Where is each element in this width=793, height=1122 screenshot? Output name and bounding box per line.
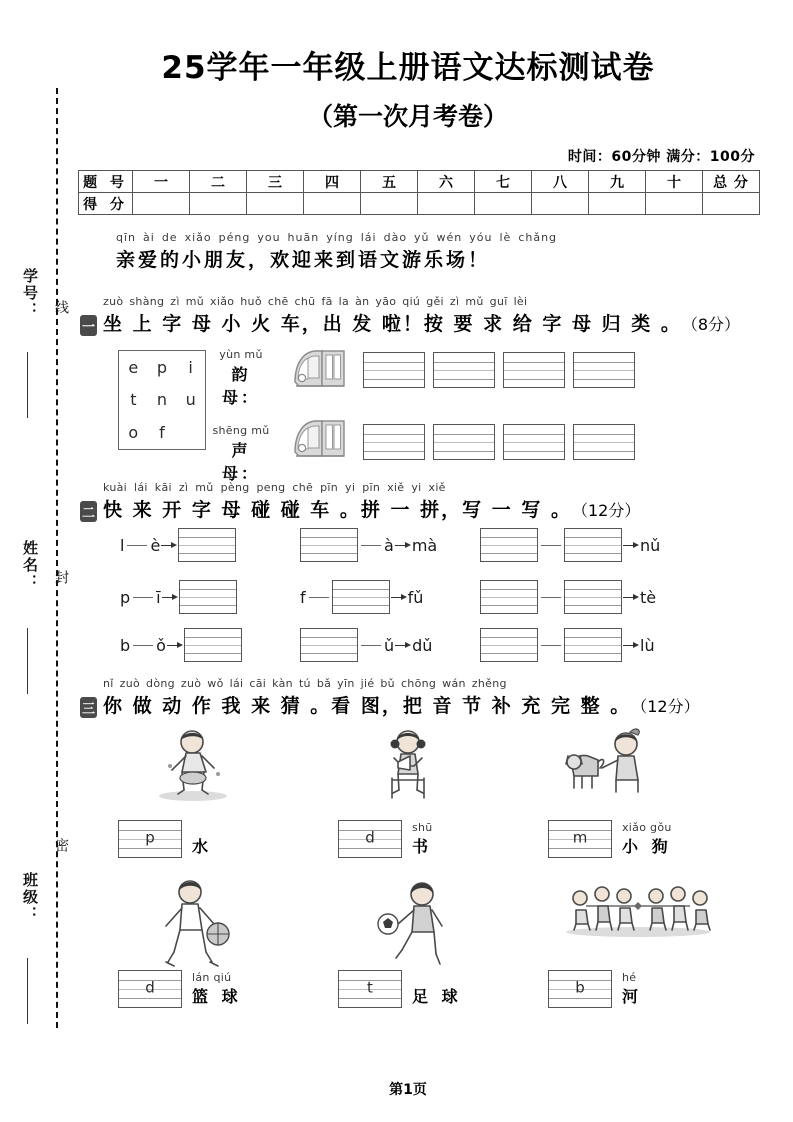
letter-pool [118,350,206,450]
pinyin-token: wǒ [207,677,224,690]
pinyin-token: xiǎo [184,231,212,244]
pinyin-token: xiě [387,481,405,494]
connector-dash [541,545,561,546]
score-table-header-row [79,171,760,193]
connector-dash [127,545,147,546]
page-footer: 第1页 [389,1082,427,1098]
picture-tug-of-war [558,876,718,942]
pinyin-token: yóu [469,231,493,244]
picture-word-1 [412,821,433,857]
picture-answer-5 [548,970,642,1008]
box-letter: b [575,978,585,997]
pinyin-token: kàn [272,677,293,690]
pinyin-token: xiǎo [210,295,235,308]
pinyin-token: zì [178,481,189,494]
pinyin-token: kāi [154,481,172,494]
pinyin-token: qīn [116,231,137,244]
pinyin-token: chū [294,295,316,308]
syllable-token: f [300,587,306,607]
section-2-pinyin [103,480,640,494]
pinyin-token: yi [411,481,422,494]
score-table-label-score: 得 分 [79,193,133,215]
section-1-score: （8分） [681,315,741,334]
greeting-line [116,230,564,272]
exercise1-box-r0-c1[interactable] [433,352,495,388]
picture-word-pinyin: xiǎo gǒu [622,821,672,834]
pinyin-token: shàng [129,295,165,308]
picture-girl-with-dog [558,726,658,800]
syllable-item-r0-c2 [480,528,660,562]
syllable-token: è [150,535,161,555]
syllable-item-r2-c0 [120,628,242,662]
section-heading-3 [80,676,700,718]
section-badge-1: 一 [80,315,97,336]
syllable-item-r2-c1 [300,628,432,662]
syllable-token: ǔ [384,635,395,655]
arrow-icon [162,593,178,601]
arrow-icon [167,641,183,649]
score-table-col-3: 三 [247,171,304,193]
connector-dash [361,645,381,646]
pinyin-token: bǔ [380,677,395,690]
pinyin-token: mǔ [465,295,484,308]
arrow-icon [395,541,411,549]
exercise3-box-0[interactable] [118,820,182,858]
syllable-token: ǒ [156,635,166,655]
pinyin-token: lè [499,231,512,244]
syllable-token: ī [156,587,161,607]
score-table-label-question: 题 号 [79,171,133,193]
seal-dashed-line [56,88,58,1028]
field-label-class: 班级： [21,872,39,923]
pinyin-token: wán [442,677,466,690]
exercise3-box-1[interactable] [338,820,402,858]
pinyin-token: yīn [337,677,355,690]
pool-letter-f: f [159,423,165,443]
syllable-token: b [120,635,131,655]
pinyin-token: yíng [326,231,354,244]
syllable-token: fǔ [407,587,424,607]
exercise1-box-r1-c3[interactable] [573,424,635,460]
exercise2-box-r2-c2-p2[interactable] [564,628,622,662]
seal-char-mi: 密 [53,838,69,852]
score-table [78,170,760,215]
vowel-label-pinyin: yùn mǔ [219,348,263,361]
exercise1-box-r0-c0[interactable] [363,352,425,388]
pinyin-token: la [338,295,350,308]
pool-letter-o: o [128,423,139,443]
pinyin-token: yāo [375,295,397,308]
field-label-student-id: 学号： [21,268,39,319]
score-cell-total[interactable] [703,193,760,215]
arrow-icon [623,593,639,601]
pinyin-token: zuò [180,677,202,690]
exercise2-box-r2-c0-p4[interactable] [184,628,242,662]
picture-word-hanzi: 篮 球 [192,987,242,1006]
score-cell-9[interactable] [589,193,646,215]
vowel-row-label [210,347,272,408]
pinyin-token: zì [449,295,460,308]
syllable-token: à [384,535,394,555]
picture-answer-3 [118,970,242,1008]
score-table-col-7: 七 [475,171,532,193]
arrow-icon [391,593,407,601]
exercise2-box-r1-c0-p4[interactable] [179,580,237,614]
pool-letter-e: e [128,357,139,377]
syllable-token: nǔ [640,535,661,555]
seal-char-feng: 封 [53,570,69,584]
pinyin-token: pīn [362,481,381,494]
pool-letter-u: u [185,390,196,410]
pinyin-token: nǐ [103,677,114,690]
exercise1-box-r0-c2[interactable] [503,352,565,388]
pinyin-token: bǎ [316,677,332,690]
pinyin-token: wén [436,231,463,244]
pinyin-token: lái [360,231,377,244]
score-table-col-1: 一 [133,171,190,193]
section-text-3 [103,676,700,718]
exercise2-box-r0-c1-p0[interactable] [300,528,358,562]
pinyin-token: chǎng [518,231,558,244]
score-cell-1[interactable] [133,193,190,215]
picture-boy-soccer [368,876,458,980]
greeting-hanzi: 亲爱的小朋友，欢迎来到语文游乐场！ [116,249,491,271]
train-icon-consonant [291,418,347,460]
score-table-col-6: 六 [418,171,475,193]
greeting-pinyin [116,230,564,244]
pinyin-token: chōng [400,677,437,690]
exercise2-box-r1-c1-p2[interactable] [332,580,390,614]
seal-char-xian: 线 [53,300,69,314]
connector-dash [133,597,153,598]
picture-boy-splashing-water [148,726,238,808]
picture-word-0 [192,821,212,857]
arrow-icon [623,541,639,549]
pinyin-token: mǔ [195,481,214,494]
field-label-name: 姓名： [21,540,39,591]
pinyin-token: de [161,231,178,244]
seal-margin [0,0,78,1122]
consonant-label-hanzi: 声 母： [221,441,260,483]
picture-word-4 [412,971,462,1007]
picture-word-2 [622,821,672,857]
section-3-hanzi [103,691,700,718]
exercise2-box-r0-c2-p2[interactable] [564,528,622,562]
exercise1-box-r1-c2[interactable] [503,424,565,460]
box-letter: m [572,828,588,847]
arrow-icon [161,541,177,549]
pinyin-token: huān [287,231,320,244]
score-cell-2[interactable] [190,193,247,215]
section-text-1 [103,294,740,336]
pinyin-token: fā [321,295,333,308]
pinyin-token: zuò [119,677,141,690]
score-table-score-row [79,193,760,215]
consonant-label-pinyin: shēng mǔ [212,424,270,437]
pinyin-token: cāi [249,677,267,690]
syllable-item-r0-c0 [120,528,236,562]
pool-letter-p: p [156,357,168,377]
pinyin-token: tú [298,677,311,690]
pinyin-token: you [257,231,281,244]
score-cell-8[interactable] [532,193,589,215]
section-3-pinyin [103,676,700,690]
connector-dash [541,597,561,598]
syllable-token: l [120,535,125,555]
pinyin-token: lái [134,481,148,494]
picture-word-hanzi: 河 [622,987,643,1006]
picture-answer-2 [548,820,672,858]
pinyin-token: dòng [146,677,175,690]
section-heading-1 [80,294,740,336]
exercise2-box-r0-c2-p0[interactable] [480,528,538,562]
picture-answer-1 [338,820,433,858]
exercise1-box-r0-c3[interactable] [573,352,635,388]
pinyin-token: dào [383,231,408,244]
pinyin-token: chē [267,295,289,308]
section-2-hanzi [103,495,640,522]
pinyin-token: huǒ [240,295,262,308]
pinyin-token: chē [292,481,314,494]
pinyin-token: zhěng [471,677,507,690]
score-table-col-2: 二 [190,171,247,193]
pinyin-token: zuò [103,295,124,308]
score-table-col-9: 九 [589,171,646,193]
pinyin-token: zì [170,295,180,308]
pinyin-token: jié [360,677,375,690]
exercise3-box-2[interactable] [548,820,612,858]
exam-meta-line: 时间：60分钟 满分：100分 [567,149,755,165]
pinyin-token: mǔ [185,295,205,308]
section-3-title: 你 做 动 作 我 来 猜 。看 图，把 音 节 补 充 完 整 。 [103,695,632,717]
pinyin-token: peng [256,481,286,494]
picture-word-pinyin: lán qiú [192,971,232,984]
picture-answer-0 [118,820,212,858]
picture-word-3 [192,971,242,1007]
score-cell-6[interactable] [418,193,475,215]
exercise1-box-r1-c1[interactable] [433,424,495,460]
section-badge-2: 二 [80,501,97,522]
pinyin-token: kuài [103,481,128,494]
exercise3-box-3[interactable] [118,970,182,1008]
arrow-icon [395,641,411,649]
connector-dash [541,645,561,646]
section-badge-3: 三 [80,697,97,718]
score-cell-5[interactable] [361,193,418,215]
score-table-col-5: 五 [361,171,418,193]
section-2-title: 快 来 开 字 母 碰 碰 车 。拼 一 拼，写 一 写 。 [103,499,572,521]
picture-word-5 [622,971,642,1007]
section-text-2 [103,480,640,522]
syllable-token: p [120,587,131,607]
score-cell-7[interactable] [475,193,532,215]
section-3-score: （12分） [631,697,700,716]
page-title: 25学年一年级上册语文达标测试卷 [161,50,655,86]
pinyin-token: xiě [428,481,446,494]
section-1-title: 坐 上 字 母 小 火 车，出 发 啦！按 要 求 给 字 母 归 类 。 [103,313,682,335]
picture-word-hanzi: 小 狗 [622,837,672,856]
picture-boy-basketball [148,876,238,980]
field-rule-name [27,628,28,694]
score-table-col-10: 十 [646,171,703,193]
exercise3-box-5[interactable] [548,970,612,1008]
pinyin-token: yi [345,481,356,494]
exercise2-box-r1-c2-p0[interactable] [480,580,538,614]
field-rule-class [27,958,28,1024]
picture-word-hanzi: 水 [192,837,213,856]
score-cell-10[interactable] [646,193,703,215]
pinyin-token: qiú [402,295,421,308]
connector-dash [361,545,381,546]
picture-word-hanzi: 足 球 [412,987,462,1006]
exercise2-box-r1-c2-p2[interactable] [564,580,622,614]
pool-letter-i: i [188,357,193,377]
score-cell-3[interactable] [247,193,304,215]
pinyin-token: àn [355,295,370,308]
pinyin-token: yǔ [414,231,430,244]
pinyin-token: guī [489,295,508,308]
pinyin-token: lái [229,677,244,690]
pinyin-token: gěi [426,295,444,308]
pinyin-token: pèng [220,481,250,494]
score-cell-4[interactable] [304,193,361,215]
connector-dash [309,597,329,598]
connector-dash [133,645,153,646]
picture-word-pinyin: shū [412,821,433,834]
picture-answer-4 [338,970,462,1008]
pool-letter-t: t [130,390,137,410]
picture-girl-reading-book [368,726,448,808]
syllable-item-r1-c2 [480,580,656,614]
score-table-col-4: 四 [304,171,361,193]
box-letter: t [367,978,373,997]
consonant-row-label [210,423,272,484]
vowel-label-hanzi: 韵 母： [221,365,260,407]
exercise2-box-r2-c1-p0[interactable] [300,628,358,662]
syllable-token: dǔ [412,635,433,655]
pinyin-token: pīn [320,481,339,494]
exercise1-box-r1-c0[interactable] [363,424,425,460]
score-table-col-total: 总 分 [703,171,760,193]
exercise2-box-r0-c0-p4[interactable] [178,528,236,562]
arrow-icon [623,641,639,649]
syllable-token: tè [640,587,657,607]
picture-word-hanzi: 书 [412,837,433,856]
box-letter: p [145,828,155,847]
section-heading-2 [80,480,640,522]
box-letter: d [145,978,155,997]
syllable-token: lù [640,635,655,655]
field-rule-student-id [27,352,28,418]
pinyin-token: ài [143,231,155,244]
exam-sheet [78,0,793,1122]
syllable-item-r2-c2 [480,628,655,662]
picture-word-pinyin: hé [622,971,637,984]
pool-letter-n: n [156,390,168,410]
section-2-score: （12分） [572,501,641,520]
exercise3-box-4[interactable] [338,970,402,1008]
pinyin-token: lèi [513,295,528,308]
box-letter: d [365,828,375,847]
syllable-item-r0-c1 [300,528,437,562]
page-subtitle: （第一次月考卷） [307,102,508,131]
exercise2-box-r2-c2-p0[interactable] [480,628,538,662]
syllable-item-r1-c1 [300,580,423,614]
score-table-col-8: 八 [532,171,589,193]
syllable-item-r1-c0 [120,580,237,614]
train-icon-vowel [291,348,347,390]
section-1-hanzi [103,309,740,336]
syllable-token: mà [411,535,438,555]
pinyin-token: péng [218,231,251,244]
section-1-pinyin [103,294,740,308]
